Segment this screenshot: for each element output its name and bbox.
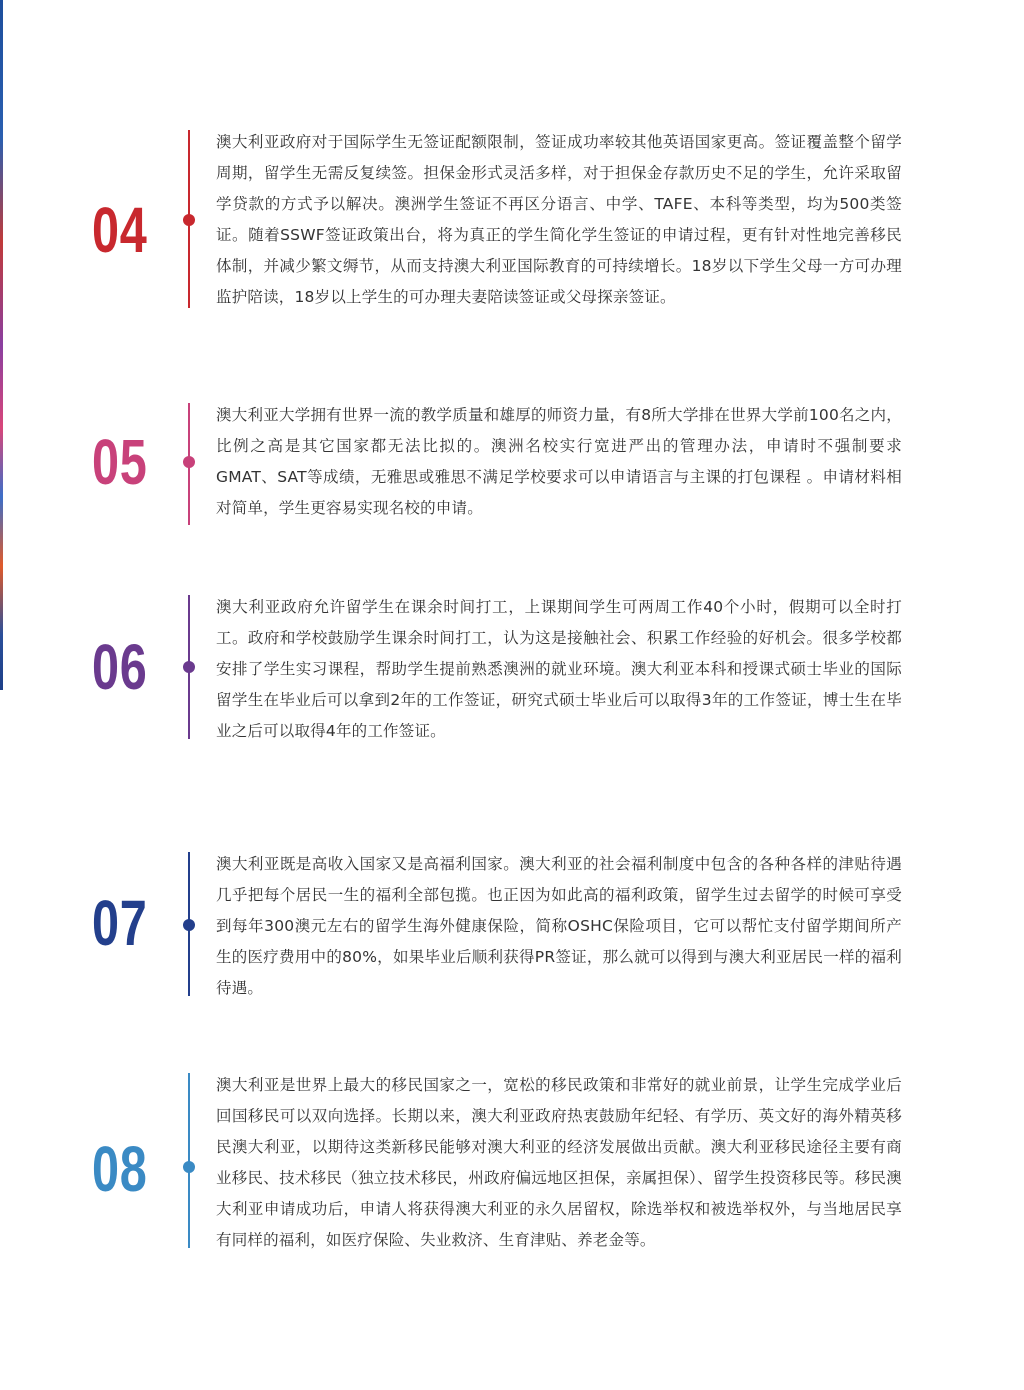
section-05 bbox=[0, 403, 1024, 523]
section-paragraph: 澳大利亚政府允许留学生在课余时间打工，上课期间学生可两周工作40个小时，假期可以全时打工。政府和学校鼓励学生课余时间打工，认为这是接触社会、积累工作经验的好机会。很多学校都安排了学生实习课程，帮助学生提前熟悉澳洲的就业环境。澳大利亚本科和授课式硕士毕业的国际留学生在毕业后可以拿到2年的工作签证，研究式硕士毕业后可以取得3年的工作签证，博士生在毕业之后可以取得4年的工作签证。 bbox=[216, 598, 902, 740]
section-number: 05 bbox=[92, 426, 148, 498]
section-paragraph: 澳大利亚既是高收入国家又是高福利国家。澳大利亚的社会福利制度中包含的各种各样的津贴待遇几乎把每个居民一生的福利全部包揽。也正因为如此高的福利政策，留学生过去留学的时候可享受到每年300澳元左右的留学生海外健康保险，简称OSHC保险项目，它可以帮忙支付留学期间所产生的医疗费用中的80%，如果毕业后顺利获得PR签证，那么就可以得到与澳大利亚居民一样的福利待遇。 bbox=[216, 855, 902, 997]
section-number: 06 bbox=[92, 631, 148, 703]
section-08 bbox=[0, 1073, 1024, 1253]
timeline-dot bbox=[183, 661, 195, 673]
timeline-dot bbox=[183, 1161, 195, 1173]
section-07 bbox=[0, 852, 1024, 1002]
section-paragraph: 澳大利亚政府对于国际学生无签证配额限制，签证成功率较其他英语国家更高。签证覆盖整个留学周期，留学生无需反复续签。担保金形式灵活多样，对于担保金存款历史不足的学生，允许采取留学贷款的方式予以解决。澳洲学生签证不再区分语言、中学、TAFE、本科等类型，均为500类签证。随着SSWF签证政策出台，将为真正的学生简化学生签证的申请过程，更有针对性地完善移民体制，并减少繁文缛节，从而支持澳大利亚国际教育的可持续增长。18岁以下学生父母一方可办理监护陪读，18岁以上学生的可办理夫妻陪读签证或父母探亲签证。 bbox=[216, 133, 902, 306]
timeline-dot bbox=[183, 919, 195, 931]
section-06 bbox=[0, 595, 1024, 745]
section-number: 08 bbox=[92, 1133, 148, 1205]
section-number: 04 bbox=[92, 194, 148, 266]
section-paragraph: 澳大利亚是世界上最大的移民国家之一，宽松的移民政策和非常好的就业前景，让学生完成学业后回国移民可以双向选择。长期以来，澳大利亚政府热衷鼓励年纪轻、有学历、英文好的海外精英移民澳大利亚，以期待这类新移民能够对澳大利亚的经济发展做出贡献。澳大利亚移民途径主要有商业移民、技术移民（独立技术移民，州政府偏远地区担保，亲属担保）、留学生投资移民等。移民澳大利亚申请成功后，申请人将获得澳大利亚的永久居留权，除选举权和被选举权外，与当地居民享有同样的福利，如医疗保险、失业救济、生育津贴、养老金等。 bbox=[216, 1076, 902, 1249]
section-04 bbox=[0, 130, 1024, 310]
timeline-dot bbox=[183, 456, 195, 468]
timeline-dot bbox=[183, 214, 195, 226]
section-number: 07 bbox=[92, 887, 148, 959]
section-paragraph: 澳大利亚大学拥有世界一流的教学质量和雄厚的师资力量，有8所大学排在世界大学前100名之内，比例之高是其它国家都无法比拟的。澳洲名校实行宽进严出的管理办法，申请时不强制要求GMAT、SAT等成绩，无雅思或雅思不满足学校要求可以申请语言与主课的打包课程 。申请材料相对简单，学生更容易实现名校的申请。 bbox=[216, 406, 902, 517]
left-edge-color-strip bbox=[0, 0, 3, 690]
